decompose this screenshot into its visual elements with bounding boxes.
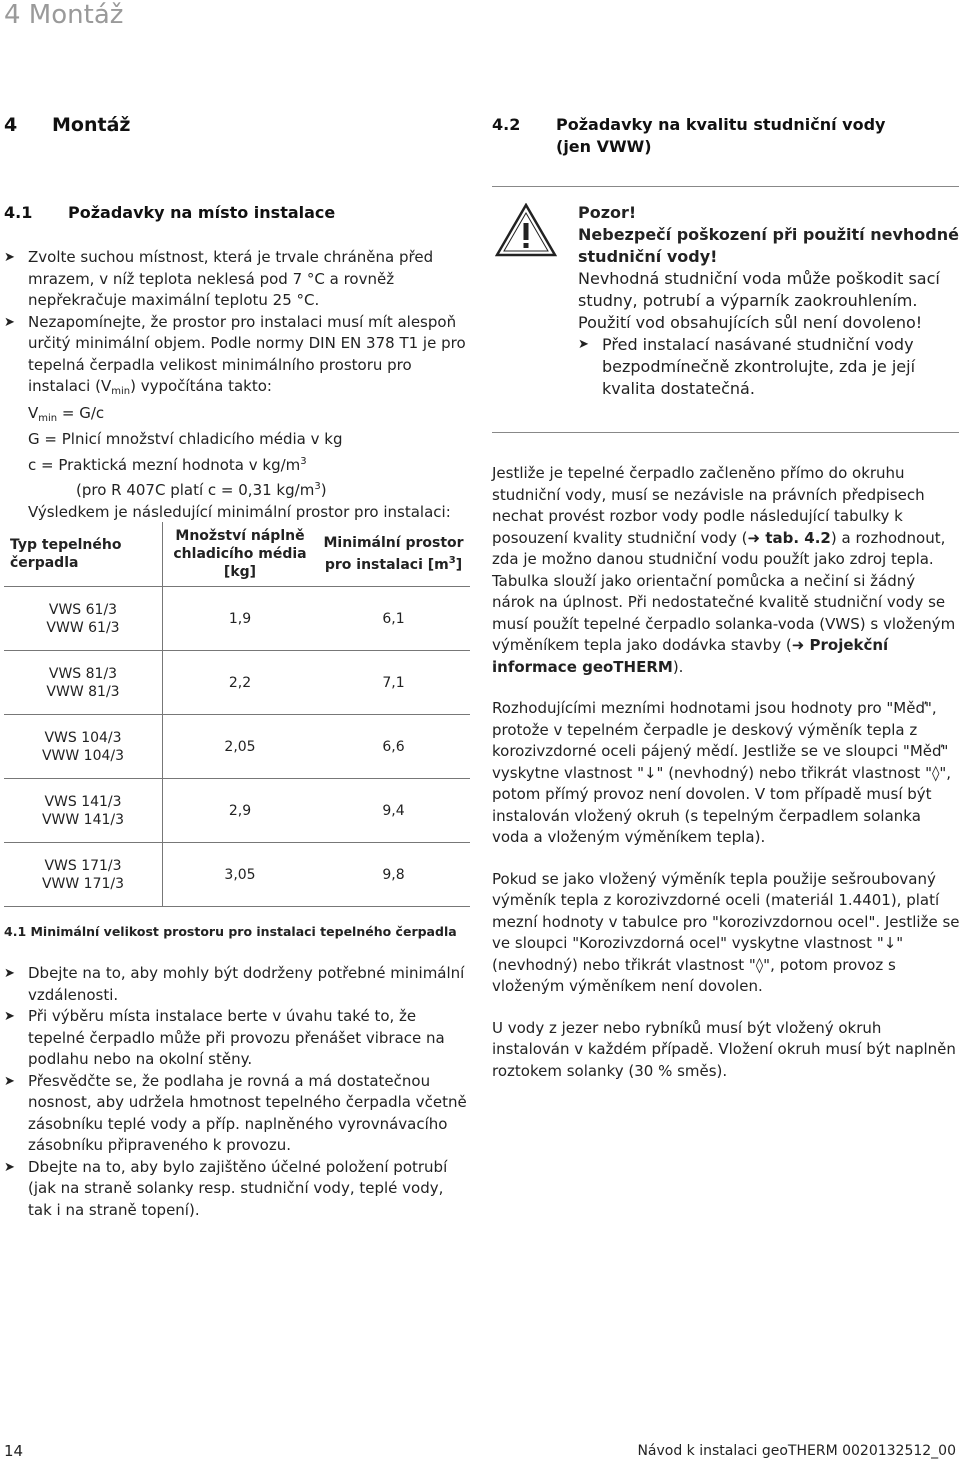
cell-fill: 3,05 — [163, 843, 318, 907]
paragraph: Jestliže je tepelné čerpadlo začleněno přímo do okruhu studniční vody, musí se nezávisle na právních předpisech nechat provést rozbor vody podle následující tabulky k posouzení kvality studniční vody (➜ tab. 4.2) a rozhodnout, zda je možno danou studniční vodu použít jako zdroj tepla. Tabulka slouží jako orientační pomůcka a nečiní si žádný nárok na úplnost. Při nedostatečné kvalitě studniční vody se musí použít tepelné čerpadlo solanka-voda (VWS) s vloženým výměníkem tepla jako dodávka stavby (➜ Projekční informace geoTHERM). — [492, 464, 956, 676]
cell-space: 9,8 — [317, 843, 470, 907]
cell-type: VWS 81/3 VWW 81/3 — [4, 651, 163, 715]
table-row — [4, 843, 470, 907]
formula-note: (pro R 407C platí c = 0,31 $kg/m^3$) — [76, 481, 327, 499]
cell-space: 9,4 — [317, 779, 470, 843]
warning-title: Pozor! — [578, 203, 637, 222]
cell-space: 6,6 — [317, 715, 470, 779]
right-column-text — [492, 463, 960, 1082]
cell-space: 7,1 — [317, 651, 470, 715]
bullet-item: ➤ Zvolte suchou místnost, která je trvale chráněna před mrazem, v níž teplota neklesá pod 7 °C a rovněž nepřekračuje maximální teplotu 25 °C. — [4, 247, 470, 312]
running-header: 4 Montáž — [4, 0, 124, 30]
column-header: Minimální prostor pro instalaci $[m^3]$ — [317, 522, 470, 587]
section-heading-4-2 — [492, 114, 932, 158]
formula-vmin: $V_{min} = G/c$ — [28, 403, 105, 424]
section-title: Požadavky na místo instalace — [68, 203, 336, 222]
section-title: Požadavky na kvalitu studniční vody — [556, 115, 886, 134]
cell-fill: 1,9 — [163, 587, 318, 651]
table-header-row — [4, 522, 470, 587]
page-number: 14 — [4, 1442, 24, 1460]
bullet-item: ➤ Dbejte na to, aby mohly být dodrženy potřebné minimální vzdálenosti. — [4, 963, 470, 1006]
bullet-item: ➤ Při výběru místa instalace berte v úvahu také to, že tepelné čerpadlo může při provozu přenášet vibrace na podlahu nebo na okolní stěny. — [4, 1006, 470, 1071]
cell-space: 6,1 — [317, 587, 470, 651]
warning-subtitle: Nebezpečí poškození při použití nevhodné studniční vody! — [578, 225, 959, 266]
bullet-item: ➤ Přesvědčte se, že podlaha je rovná a má dostatečnou nosnost, aby udržela hmotnost tepelného čerpadla včetně zásobníku teplé vody a příp. naplněného vyrovnávacího zásobníku připraveného k provozu. — [4, 1071, 470, 1157]
formula-g: G = Plnicí množství chladicího média v kg — [28, 430, 343, 448]
warning-body: Nevhodná studniční voda může poškodit sací studny, potrubí a výparník zaokrouhlením. Použití vod obsahujících sůl není dovoleno! — [578, 269, 940, 332]
paragraph: Rozhodujícími mezními hodnotami jsou hodnoty pro "Měď", protože v tepelném čerpadle je deskový výměník tepla z korozivzdorné oceli pájený mědí. Jestliže se ve sloupci "Měď" vyskytne vlastnost "↓" (nevhodný) nebo třikrát vlastnost "◊", potom přímý provoz není dovolen. V tom případě musí být instalován vložený okruh (s tepelným čerpadlem solanka voda a vloženým výměníkem tepla). — [492, 699, 952, 846]
min-space-table — [4, 522, 470, 907]
column-header: Typ tepelného čerpadla — [4, 522, 163, 587]
cell-type: VWS 61/3 VWW 61/3 — [4, 587, 163, 651]
cell-fill: 2,9 — [163, 779, 318, 843]
cell-type: VWS 171/3 VWW 171/3 — [4, 843, 163, 907]
divider — [492, 186, 959, 187]
formula-block — [4, 403, 470, 524]
warning-bullet: ➤ Před instalací nasávané studniční vody bezpodmínečně zkontrolujte, zda je její kvalita dostatečná. — [578, 334, 960, 400]
table-reference-link[interactable]: ➜ tab. 4.2 — [747, 528, 831, 547]
placement-list — [4, 963, 470, 1221]
table-caption: 4.1 Minimální velikost prostoru pro instalaci tepelného čerpadla — [4, 924, 457, 939]
cell-fill: 2,2 — [163, 651, 318, 715]
document-reference-link[interactable]: ➜ Projekční informace geoTHERM — [492, 636, 889, 676]
divider — [492, 432, 959, 433]
section-heading-4-1 — [4, 202, 335, 224]
warning-box — [578, 202, 960, 400]
column-header: Množství náplně chladicího média [kg] — [163, 522, 318, 587]
section-number: 4 — [4, 114, 18, 136]
document-name: Návod k instalaci geoTHERM 0020132512_00 — [637, 1443, 956, 1459]
formula-c: c = Praktická mezní hodnota v $kg/m^3$ — [28, 455, 307, 474]
section-number: 4.1 — [4, 203, 33, 222]
paragraph: U vody z jezer nebo rybníků musí být vložený okruh instalován v každém případě. Vložení okruh musí být naplněn roztokem solanky (30 % směs). — [492, 1018, 956, 1080]
section-heading-4 — [4, 113, 130, 137]
paragraph: Pokud se jako vložený výměník tepla použije sešroubovaný výměník tepla z korozivzdorné oceli (materiál 1.4401), platí mezní hodnoty v tabulce pro "korozivzdornou ocel". Jestliže se ve sloupci "Korozivzdorná ocel" vyskytne vlastnost "↓" (nevhodný) nebo třikrát vlastnost "◊", potom provoz s vloženým výměníkem není dovolen. — [492, 869, 960, 995]
bullet-item: ➤ Nezapomínejte, že prostor pro instalaci musí mít alespoň určitý minimální objem. Podle normy DIN EN 378 T1 je pro tepelná čerpadla velikost minimálního prostoru pro instalaci $(V_{min})$ vypočítána takto: — [4, 312, 470, 403]
bullet-item: ➤ Dbejte na to, aby bylo zajištěno účelné položení potrubí (jak na straně solanky resp. studniční vody, teplé vody, tak i na straně topení). — [4, 1157, 470, 1222]
section-title: Montáž — [52, 114, 131, 136]
cell-type: VWS 104/3 VWW 104/3 — [4, 715, 163, 779]
cell-type: VWS 141/3 VWW 141/3 — [4, 779, 163, 843]
table-row — [4, 715, 470, 779]
section-number: 4.2 — [492, 115, 521, 134]
table-row — [4, 779, 470, 843]
table-row — [4, 587, 470, 651]
result-text: Výsledkem je následující minimální prostor pro instalaci: — [28, 502, 451, 521]
requirements-list — [4, 247, 470, 523]
warning-triangle-icon — [495, 203, 557, 257]
cell-fill: 2,05 — [163, 715, 318, 779]
section-title-line2: (jen VWW) — [556, 137, 652, 156]
table-row — [4, 651, 470, 715]
